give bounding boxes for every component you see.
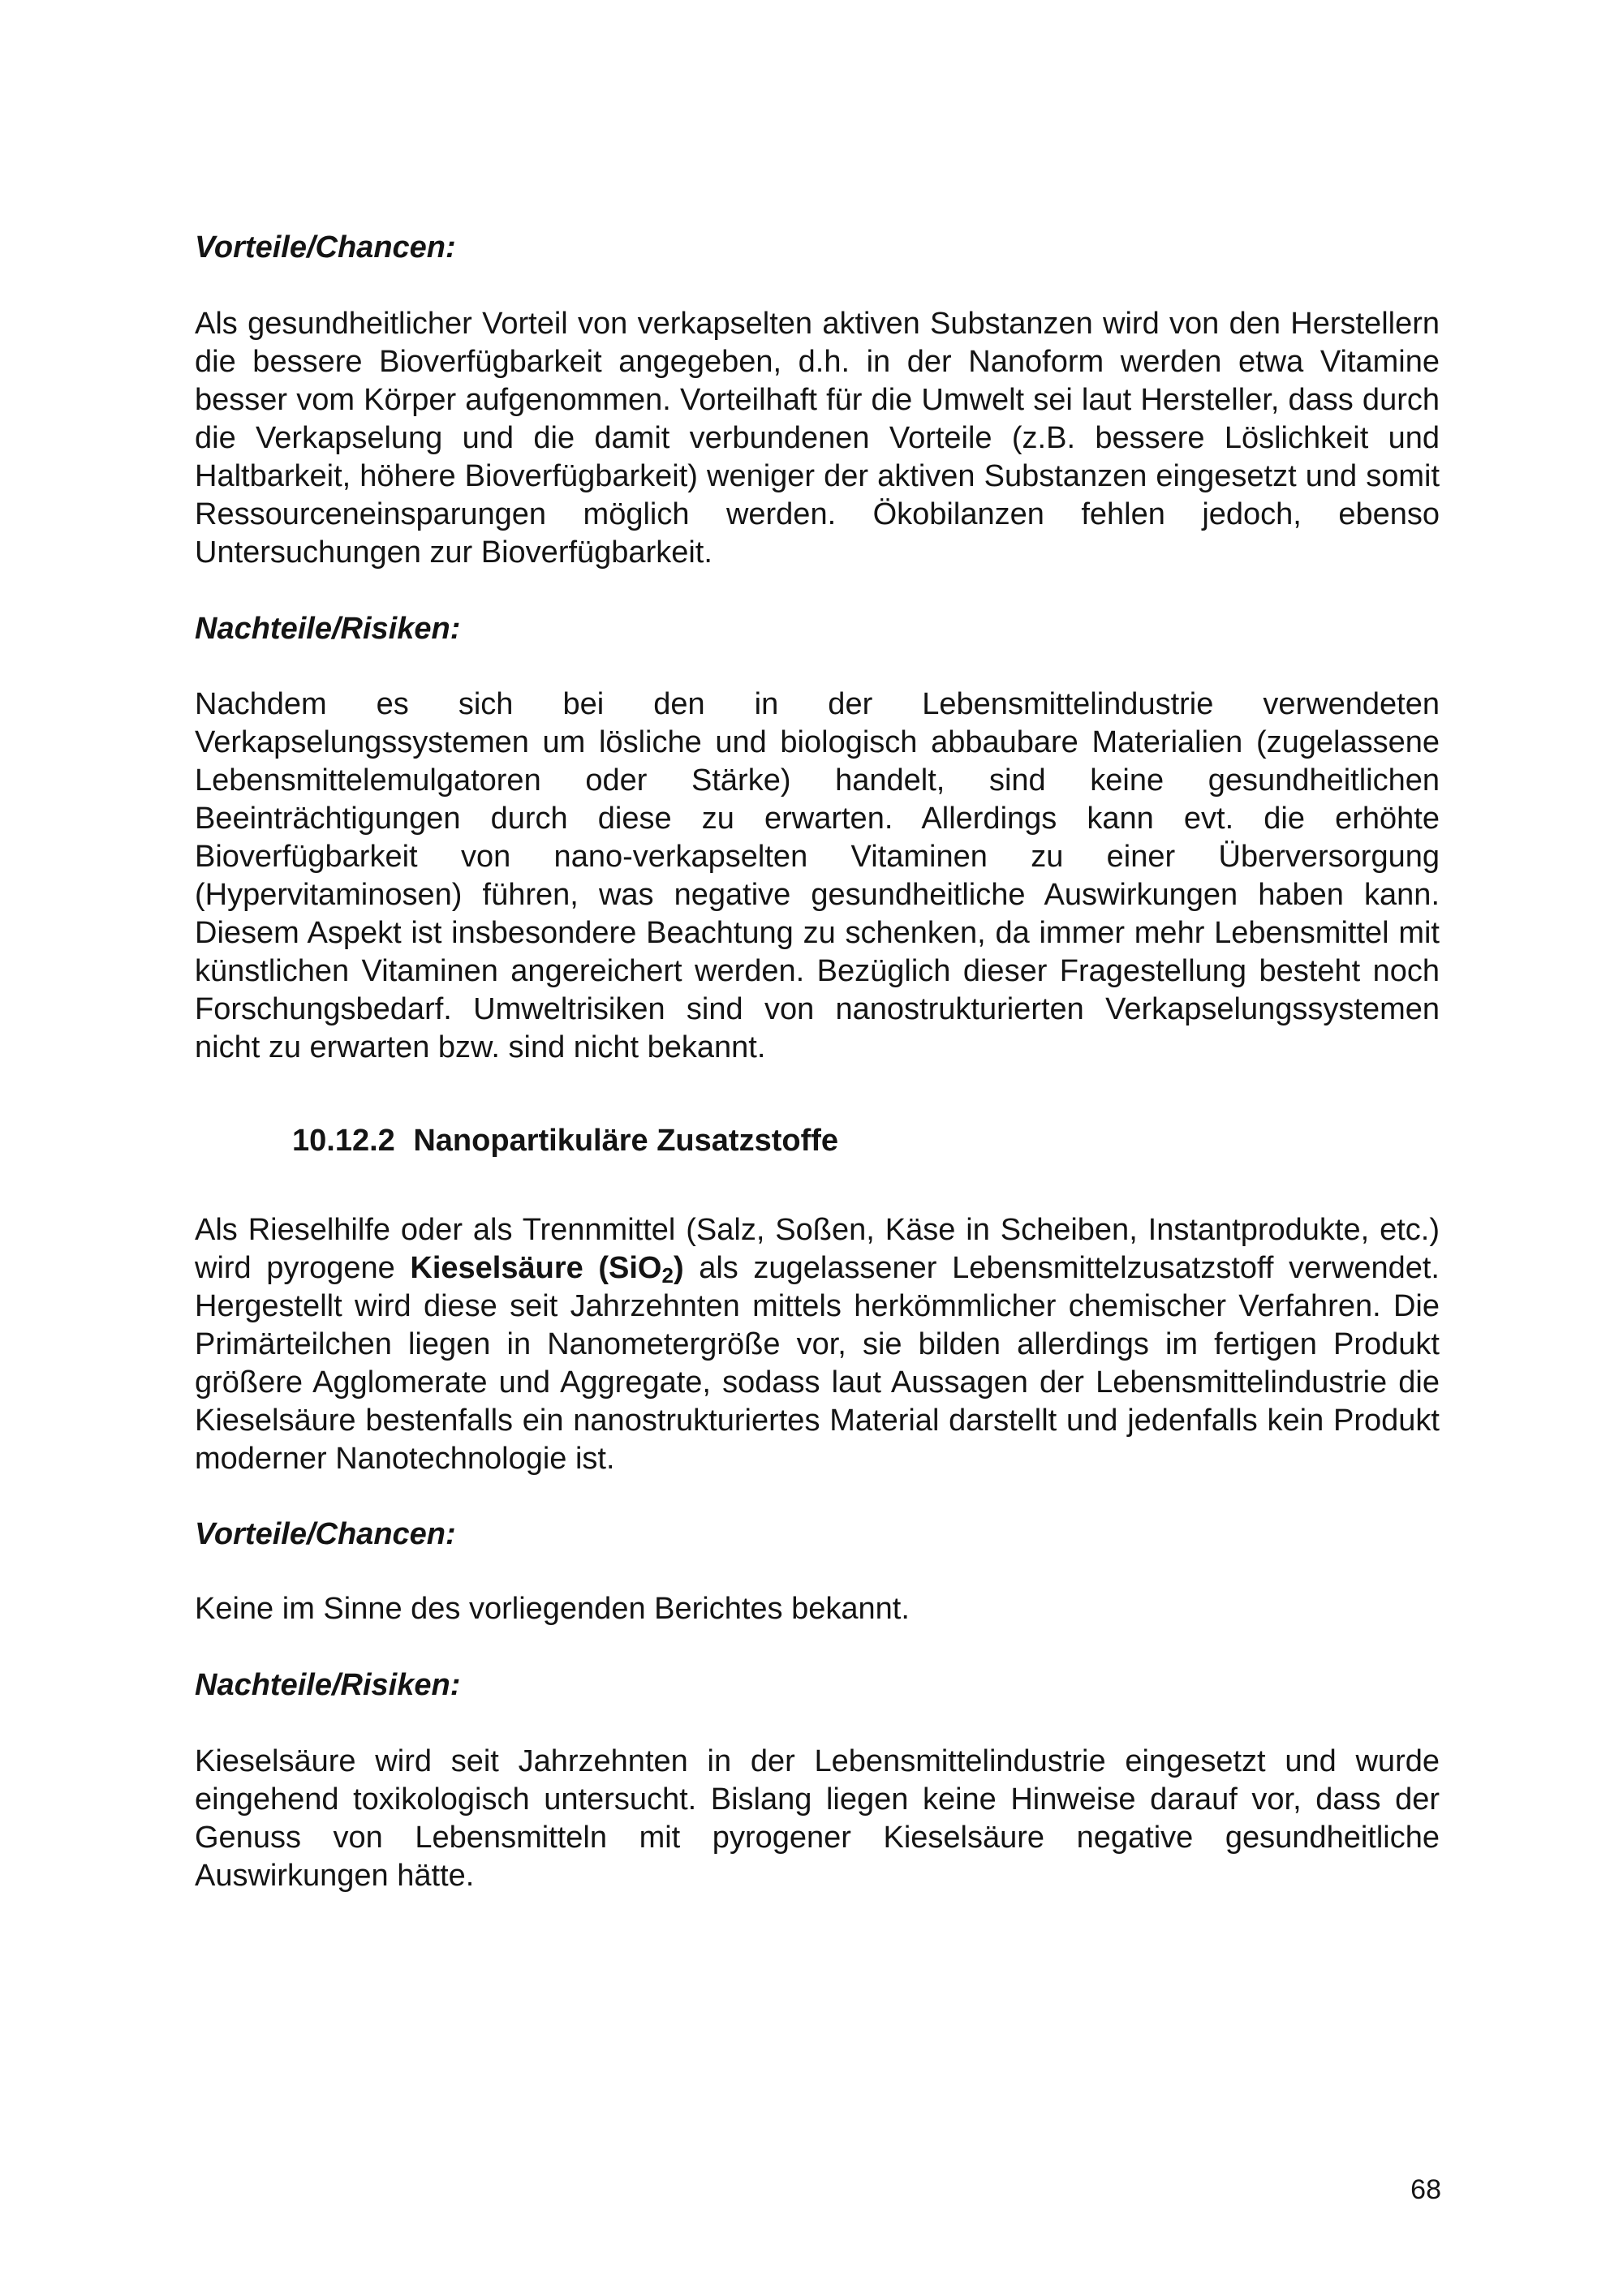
advantages-heading: Vorteile/Chancen:: [195, 230, 456, 264]
risks-paragraph: Nachdem es sich bei den in der Lebensmittelindustrie verwendeten Verkapselungssystemen um lösliche und biologisch abbaubare Materialien (zugelassene Lebensmittelemulgatoren oder Stärke) handelt, sind keine gesundheitlichen Beeinträchtigungen durch diese zu erwarten. Allerdings kann evt. die erhöhte Bioverfügbarkeit von nano-verkapselten Vitaminen zu einer Überversorgung (Hypervitaminosen) führen, was negative gesundheitliche Auswirkungen haben kann. Diesem Aspekt ist insbesondere Beachtung zu schenken, da immer mehr Lebensmittel mit künstlichen Vitaminen angereichert werden. Bezüglich dieser Fragestellung besteht noch Forschungsbedarf. Umweltrisiken sind von nanostrukturierten Verkapselungssystemen nicht zu erwarten bzw. sind nicht bekannt.: [195, 687, 1440, 1064]
additives-text-part1: Als Rieselhilfe oder als Trennmittel (Salz, Soßen, Käse in Scheiben, Instantprodukte, etc.) wird pyrogene: [195, 1213, 1440, 1285]
additives-advantages-paragraph: Keine im Sinne des vorliegenden Berichtes bekannt.: [195, 1592, 910, 1626]
page-number: 68: [1410, 2174, 1441, 2205]
additives-paragraph: [195, 1211, 1440, 1478]
section-number: 10.12.2: [292, 1124, 395, 1158]
silica-term-text: Kieselsäure (SiO: [410, 1251, 662, 1285]
advantages-paragraph: Als gesundheitlicher Vorteil von verkapselten aktiven Substanzen wird von den Herstellern die bessere Bioverfügbarkeit angegeben, d.h. in der Nanoform werden etwa Vitamine besser vom Körper aufgenommen. Vorteilhaft für die Umwelt sei laut Hersteller, dass durch die Verkapselung und die damit verbundenen Vorteile (z.B. bessere Löslichkeit und Haltbarkeit, höhere Bioverfügbarkeit) weniger der aktiven Substanzen eingesetzt und somit Ressourceneinsparungen möglich werden. Ökobilanzen fehlen jedoch, ebenso Untersuchungen zur Bioverfügbarkeit.: [195, 307, 1440, 570]
section-title: Nanopartikuläre Zusatzstoffe: [413, 1124, 839, 1158]
additives-risks-heading: Nachteile/Risiken:: [195, 1668, 461, 1702]
silica-subscript: 2: [661, 1263, 674, 1288]
additives-text-part2: als zugelassener Lebensmittelzusatzstoff verwendet. Hergestellt wird diese seit Jahrzehnten mittels herkömmlicher chemischer Verfahren. Die Primärteilchen liegen in Nanometergröße vor, sie bilden allerdings im fertigen Produkt größere Agglomerate und Aggregate, sodass laut Aussagen der Lebensmittelindustrie die Kieselsäure bestenfalls ein nanostrukturiertes Material darstellt und jedenfalls kein Produkt moderner Nanotechnologie ist.: [195, 1251, 1440, 1476]
silica-term: [410, 1251, 684, 1288]
section-heading: [292, 1122, 838, 1160]
additives-risks-paragraph: Kieselsäure wird seit Jahrzehnten in der Lebensmittelindustrie eingesetzt und wurde eingehend toxikologisch untersucht. Bislang liegen keine Hinweise darauf vor, dass der Genuss von Lebensmitteln mit pyrogener Kieselsäure negative gesundheitliche Auswirkungen hätte.: [195, 1744, 1440, 1893]
additives-advantages-heading: Vorteile/Chancen:: [195, 1517, 456, 1551]
silica-term-close: ): [673, 1251, 684, 1285]
risks-heading: Nachteile/Risiken:: [195, 612, 461, 646]
